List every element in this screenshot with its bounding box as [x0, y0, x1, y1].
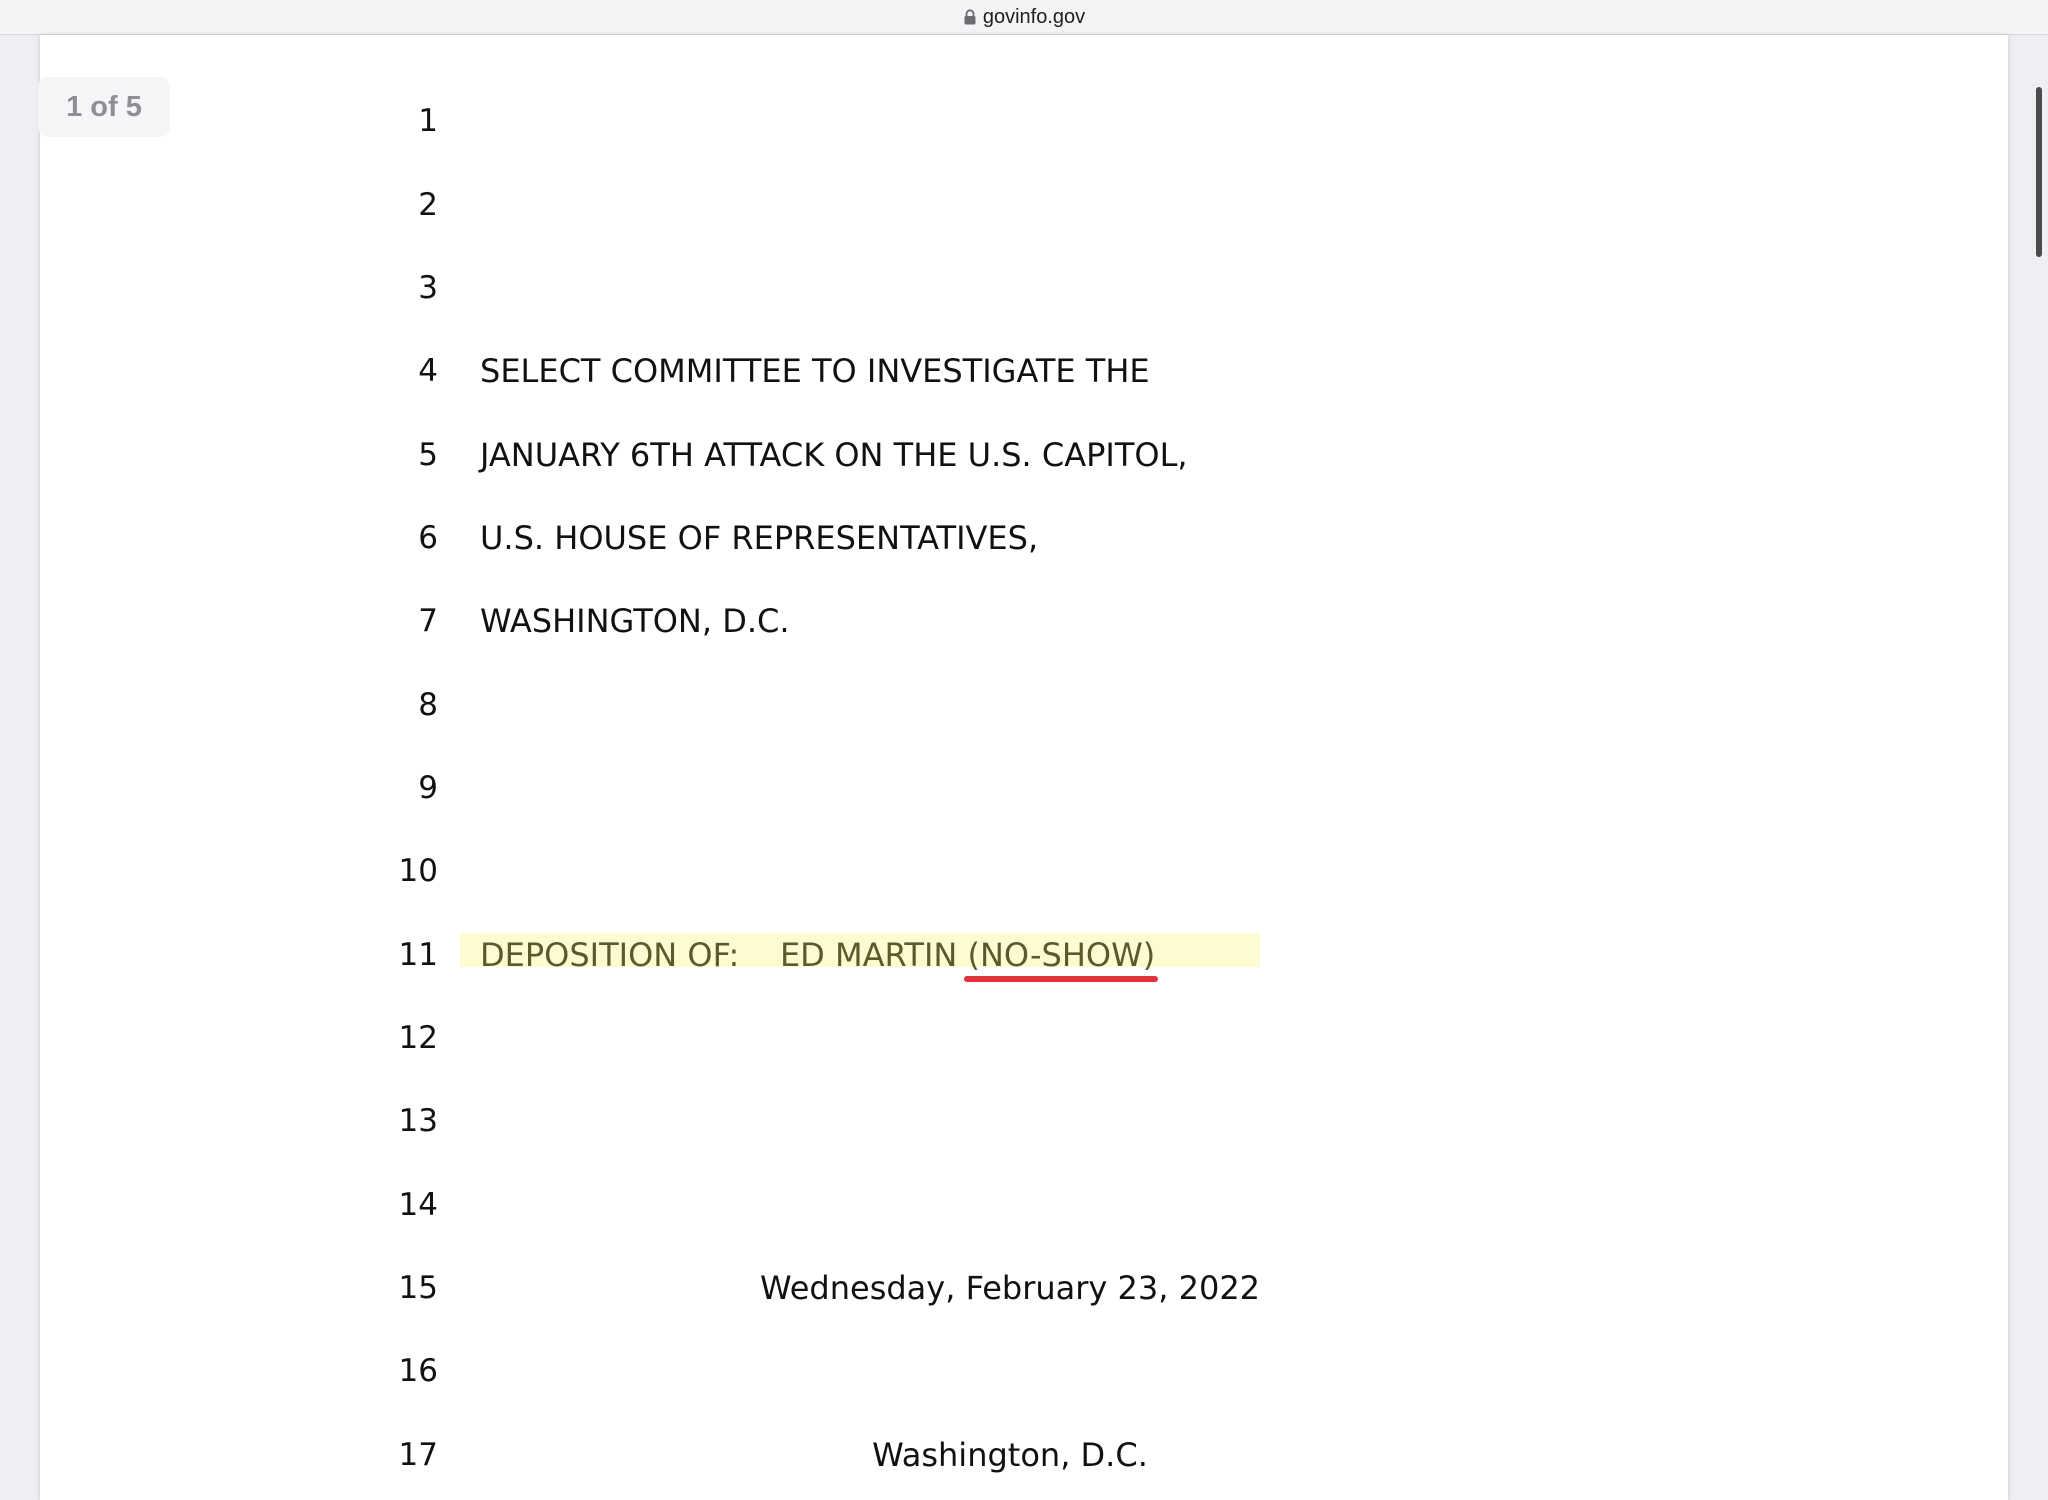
url-text[interactable]: govinfo.gov [982, 5, 1086, 28]
date-text: Wednesday, February 23, 2022 [759, 1269, 1261, 1307]
line-number: 4 [418, 353, 438, 389]
heading-text: JANUARY 6TH ATTACK ON THE U.S. CAPITOL, [480, 436, 1188, 474]
line-number: 13 [398, 1103, 438, 1139]
document-line [40, 175, 2008, 235]
line-number: 7 [418, 603, 438, 639]
document-line [40, 841, 2008, 901]
line-number: 8 [418, 687, 438, 723]
document-line [40, 1425, 2008, 1485]
document-page [40, 35, 2008, 1500]
line-number: 14 [398, 1187, 438, 1223]
url-display[interactable] [963, 6, 1085, 29]
lock-icon [963, 9, 977, 25]
line-number: 5 [418, 437, 438, 473]
line-number: 15 [398, 1270, 438, 1306]
heading-text: WASHINGTON, D.C. [480, 602, 790, 640]
document-line [40, 758, 2008, 818]
document-line [40, 1008, 2008, 1068]
line-number: 6 [418, 520, 438, 556]
document-line-highlighted [40, 925, 2008, 985]
line-number: 17 [398, 1437, 438, 1473]
vertical-scrollbar[interactable] [2036, 87, 2042, 257]
line-number: 2 [418, 187, 438, 223]
line-number: 16 [398, 1353, 438, 1389]
document-line [40, 91, 2008, 151]
document-line [40, 1258, 2008, 1318]
document-line [40, 1341, 2008, 1401]
document-line [40, 591, 2008, 651]
document-line [40, 258, 2008, 318]
location-text: Washington, D.C. [872, 1436, 1148, 1474]
heading-text: SELECT COMMITTEE TO INVESTIGATE THE [480, 352, 1150, 390]
deposition-text: DEPOSITION OF: ED MARTIN (NO-SHOW) [480, 936, 1156, 974]
document-line [40, 675, 2008, 735]
document-line [40, 425, 2008, 485]
document-line [40, 1175, 2008, 1235]
pdf-viewer[interactable] [0, 35, 2048, 1500]
address-bar[interactable] [0, 0, 2048, 35]
document-line [40, 341, 2008, 401]
line-number: 3 [418, 270, 438, 306]
line-number: 10 [398, 853, 438, 889]
red-underline-annotation [964, 976, 1158, 982]
document-line [40, 508, 2008, 568]
page-indicator: 1 of 5 [38, 77, 170, 137]
line-number: 12 [398, 1020, 438, 1056]
line-number: 9 [418, 770, 438, 806]
line-number: 1 [418, 103, 438, 139]
line-number: 11 [398, 937, 438, 973]
document-line [40, 1091, 2008, 1151]
heading-text: U.S. HOUSE OF REPRESENTATIVES, [480, 519, 1039, 557]
